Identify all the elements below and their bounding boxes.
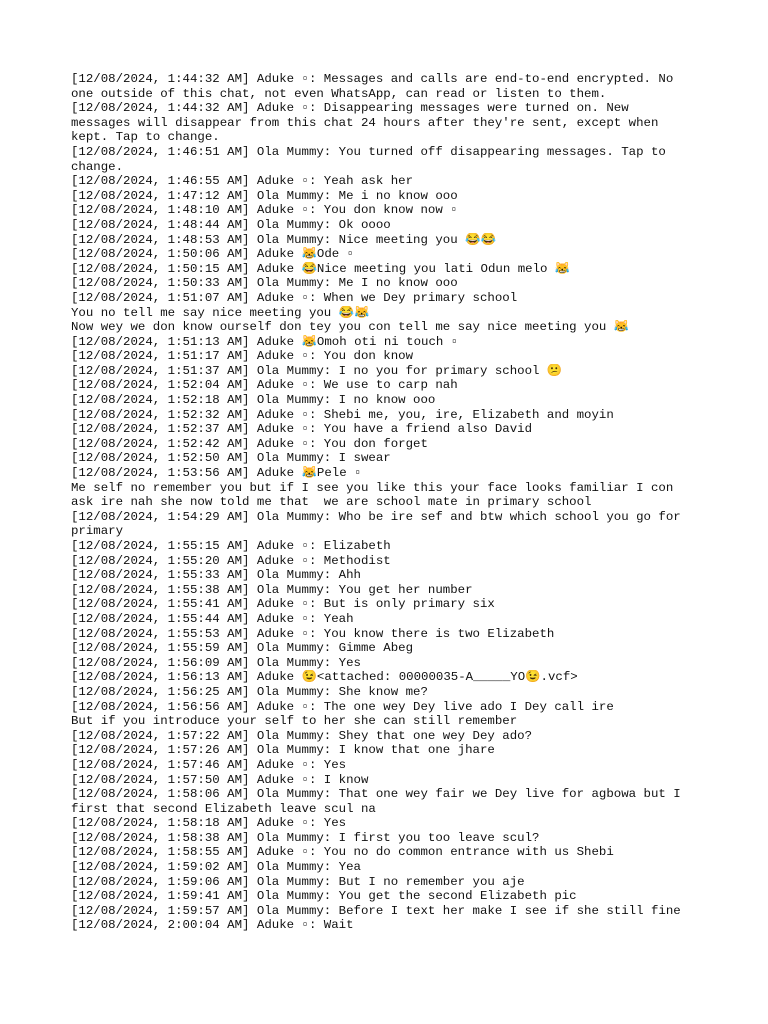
transcript-line: [12/08/2024, 1:55:53 AM] Aduke ▫: You know there is two Elizabeth <box>71 626 555 641</box>
chat-transcript <box>71 72 697 933</box>
transcript-line: [12/08/2024, 1:56:09 AM] Ola Mummy: Yes <box>71 655 361 670</box>
transcript-line: [12/08/2024, 1:51:13 AM] Aduke 😹Omoh oti ni touch ▫ <box>71 334 459 349</box>
transcript-line: But if you introduce your self to her she can still remember <box>71 714 518 729</box>
transcript-line: change. <box>71 159 124 174</box>
transcript-line: kept. Tap to change. <box>71 130 220 145</box>
transcript-line: [12/08/2024, 1:44:32 AM] Aduke ▫: Disappearing messages were turned on. New <box>71 101 629 116</box>
transcript-line: [12/08/2024, 1:57:46 AM] Aduke ▫: Yes <box>71 757 347 772</box>
transcript-line: one outside of this chat, not even WhatsApp, can read or listen to them. <box>71 86 607 101</box>
transcript-line: [12/08/2024, 1:57:50 AM] Aduke ▫: I know <box>71 772 369 787</box>
transcript-line: [12/08/2024, 1:50:15 AM] Aduke 😂Nice meeting you lati Odun melo 😹 <box>71 261 571 276</box>
transcript-line: [12/08/2024, 1:55:15 AM] Aduke ▫: Elizabeth <box>71 539 391 553</box>
transcript-line: [12/08/2024, 1:52:18 AM] Ola Mummy: I no know ooo <box>71 393 436 408</box>
transcript-line: [12/08/2024, 1:52:42 AM] Aduke ▫: You don forget <box>71 436 428 451</box>
transcript-line: [12/08/2024, 2:00:04 AM] Aduke ▫: Wait <box>71 918 354 933</box>
transcript-line: [12/08/2024, 1:51:17 AM] Aduke ▫: You don know <box>71 349 414 364</box>
transcript-line: [12/08/2024, 1:55:20 AM] Aduke ▫: Methodist <box>71 553 391 568</box>
transcript-line: [12/08/2024, 1:55:44 AM] Aduke ▫: Yeah <box>71 611 354 626</box>
transcript-line: [12/08/2024, 1:48:44 AM] Ola Mummy: Ok oooo <box>71 217 391 232</box>
transcript-line: ask ire nah she now told me that we are school mate in primary school <box>71 495 592 510</box>
transcript-line: [12/08/2024, 1:58:06 AM] Ola Mummy: That one wey fair we Dey live for agbowa but I <box>71 787 681 802</box>
transcript-line: [12/08/2024, 1:51:07 AM] Aduke ▫: When we Dey primary school <box>71 290 518 305</box>
transcript-line: first that second Elizabeth leave scul na <box>71 801 376 816</box>
transcript-line: [12/08/2024, 1:51:37 AM] Ola Mummy: I no you for primary school 😕 <box>71 363 563 378</box>
transcript-line: primary <box>71 524 124 539</box>
transcript-line: [12/08/2024, 1:59:57 AM] Ola Mummy: Before I text her make I see if she still fine <box>71 903 681 918</box>
transcript-line: [12/08/2024, 1:50:06 AM] Aduke 😹Ode ▫ <box>71 247 355 262</box>
transcript-line: [12/08/2024, 1:58:18 AM] Aduke ▫: Yes <box>71 816 347 831</box>
transcript-line: You no tell me say nice meeting you 😂😹 <box>71 305 370 320</box>
transcript-line: Now wey we don know ourself don tey you con tell me say nice meeting you 😹 <box>71 320 630 335</box>
transcript-line: [12/08/2024, 1:44:32 AM] Aduke ▫: Messages and calls are end-to-end encrypted. No <box>71 72 674 86</box>
transcript-line: [12/08/2024, 1:58:38 AM] Ola Mummy: I first you too leave scul? <box>71 830 540 845</box>
transcript-line: [12/08/2024, 1:52:04 AM] Aduke ▫: We use to carp nah <box>71 378 458 393</box>
transcript-line: [12/08/2024, 1:52:50 AM] Ola Mummy: I swear <box>71 451 391 466</box>
transcript-line: [12/08/2024, 1:56:25 AM] Ola Mummy: She know me? <box>71 684 428 699</box>
transcript-line: messages will disappear from this chat 24 hours after they're sent, except when <box>71 115 659 130</box>
transcript-line: [12/08/2024, 1:52:37 AM] Aduke ▫: You have a friend also David <box>71 422 533 437</box>
transcript-line: [12/08/2024, 1:59:06 AM] Ola Mummy: But I no remember you aje <box>71 874 525 889</box>
transcript-line: [12/08/2024, 1:58:55 AM] Aduke ▫: You no do common entrance with us Shebi <box>71 845 614 860</box>
transcript-line: [12/08/2024, 1:56:56 AM] Aduke ▫: The one wey Dey live ado I Dey call ire <box>71 699 614 714</box>
transcript-line: [12/08/2024, 1:53:56 AM] Aduke 😹Pele ▫ <box>71 466 362 481</box>
transcript-line: [12/08/2024, 1:52:32 AM] Aduke ▫: Shebi me, you, ire, Elizabeth and moyin <box>71 407 614 422</box>
transcript-line: [12/08/2024, 1:55:41 AM] Aduke ▫: But is only primary six <box>71 597 495 612</box>
transcript-line: [12/08/2024, 1:56:13 AM] Aduke 😉<attached: 00000035-A_____YO😉.vcf> <box>71 670 578 685</box>
transcript-line: [12/08/2024, 1:59:41 AM] Ola Mummy: You get the second Elizabeth pic <box>71 889 577 904</box>
transcript-line: [12/08/2024, 1:46:55 AM] Aduke ▫: Yeah ask her <box>71 174 414 189</box>
transcript-line: [12/08/2024, 1:57:26 AM] Ola Mummy: I know that one jhare <box>71 743 495 758</box>
transcript-line: [12/08/2024, 1:46:51 AM] Ola Mummy: You turned off disappearing messages. Tap to <box>71 144 666 159</box>
transcript-line: [12/08/2024, 1:50:33 AM] Ola Mummy: Me I no know ooo <box>71 276 458 291</box>
transcript-line: [12/08/2024, 1:54:29 AM] Ola Mummy: Who be ire sef and btw which school you go for <box>71 509 681 524</box>
transcript-line: [12/08/2024, 1:48:10 AM] Aduke ▫: You don know now ▫ <box>71 203 458 218</box>
transcript-line: Me self no remember you but if I see you like this your face looks familiar I con <box>71 480 674 495</box>
transcript-line: [12/08/2024, 1:57:22 AM] Ola Mummy: Shey that one wey Dey ado? <box>71 728 533 743</box>
transcript-line: [12/08/2024, 1:59:02 AM] Ola Mummy: Yea <box>71 860 361 875</box>
transcript-line: [12/08/2024, 1:47:12 AM] Ola Mummy: Me i no know ooo <box>71 188 458 203</box>
transcript-line: [12/08/2024, 1:55:59 AM] Ola Mummy: Gimme Abeg <box>71 641 414 656</box>
transcript-line: [12/08/2024, 1:55:38 AM] Ola Mummy: You get her number <box>71 582 473 597</box>
transcript-line: [12/08/2024, 1:48:53 AM] Ola Mummy: Nice meeting you 😂😂 <box>71 232 496 247</box>
transcript-line: [12/08/2024, 1:55:33 AM] Ola Mummy: Ahh <box>71 568 361 583</box>
